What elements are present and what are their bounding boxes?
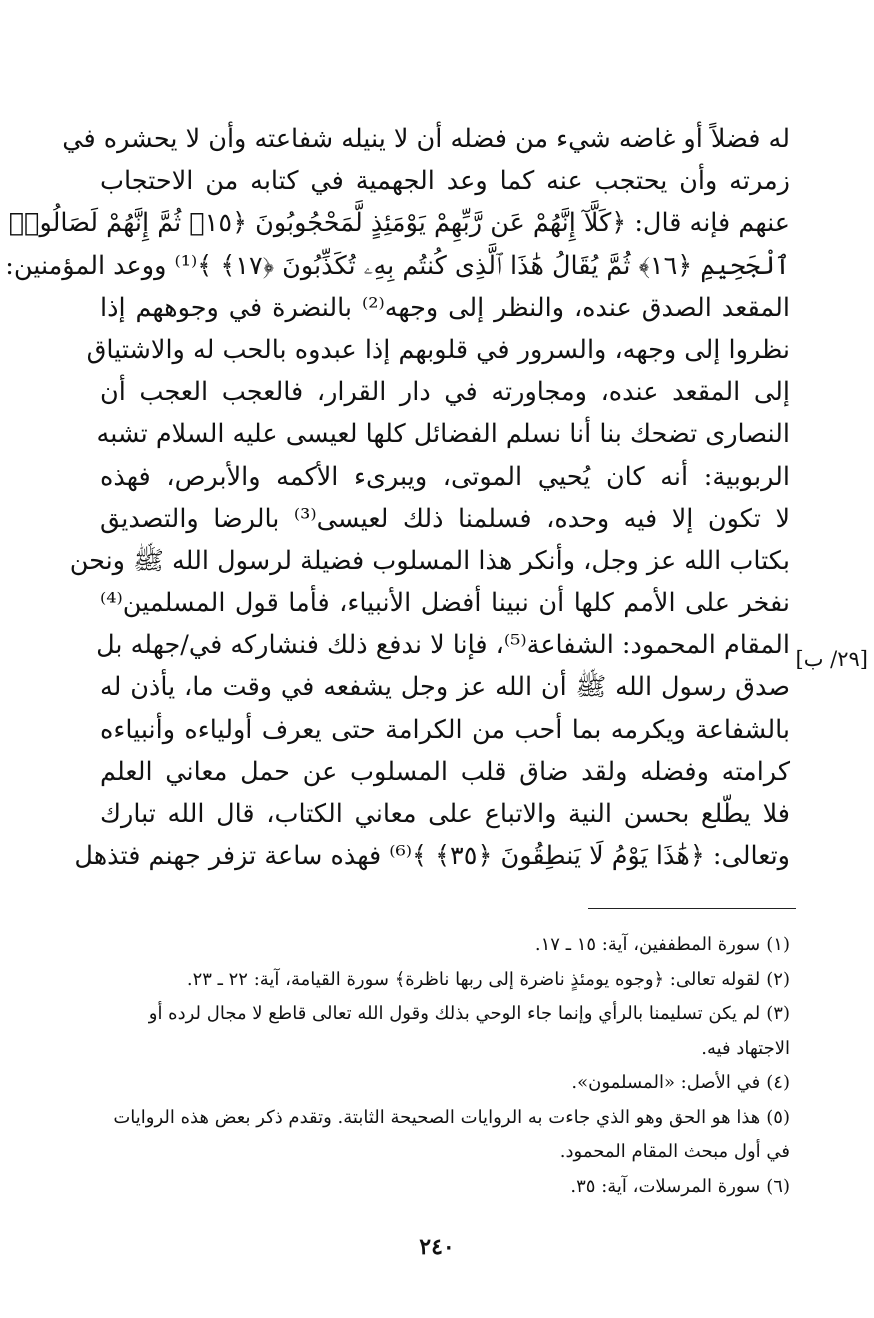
footnote-number: (٢) <box>766 968 790 990</box>
footnote-number: (٥) <box>766 1106 790 1128</box>
footnote <box>100 997 790 1066</box>
text-line: المقام المحمود: الشفاعة⁽⁵⁾، فإنا لا ندفع ذلك فنشاركه في/جهله بل <box>96 630 790 661</box>
footnote-text: سورة المطففين، آية: ١٥ ـ ١٧. <box>534 934 761 955</box>
footnote <box>100 928 790 963</box>
footnote-text: لم يكن تسليمنا بالرأي وإنما جاء الوحي بذلك وقول الله تعالى قاطع لا مجال لرده أو الاجتهاد فيه. <box>148 1003 790 1059</box>
main-text <box>5 118 791 877</box>
footnote-text: سورة المرسلات، آية: ٣٥. <box>570 1175 761 1197</box>
text-line: زمرته وأن يحتجب عنه كما وعد الجهمية في كتابه من الاحتجاب <box>100 166 790 197</box>
footnote-text: في الأصل: «المسلمون». <box>571 1072 761 1093</box>
footnote-separator <box>588 908 796 909</box>
footnote <box>100 963 790 998</box>
footnote-number: (٦) <box>766 1175 790 1197</box>
footnote <box>100 1170 790 1205</box>
text-line: وتعالى: ﴿هَٰذَا يَوْمُ لَا يَنطِقُونَ ﴿٣٥﴾ ﴾⁽⁶⁾ فهذه ساعة تزفر جهنم فتذهل <box>74 841 790 872</box>
text-line: بالشفاعة ويكرمه بما أحب من الكرامة حتى يعرف أولياءه وأنبياءه <box>100 714 790 745</box>
footnote <box>100 1066 790 1101</box>
footnote <box>100 1101 790 1170</box>
text-line: نفخر على الأمم كلها أن نبينا أفضل الأنبياء، فأما قول المسلمين⁽⁴⁾ <box>100 588 790 619</box>
text-line: نظروا إلى وجهه، والسرور في قلوبهم إذا عبدوه بالحب له والاشتياق <box>86 334 790 365</box>
footnotes <box>100 928 790 1204</box>
footnote-number: (٣) <box>766 1003 790 1024</box>
footnote-text: هذا هو الحق وهو الذي جاءت به الروايات الصحيحة الثابتة. وتقدم ذكر بعض هذه الروايات في أول مبحث المقام المحمود. <box>113 1106 790 1162</box>
page-number: ٢٤٠ <box>419 1234 455 1260</box>
text-line: ٱلْجَحِيمِ ﴿١٦﴾ ثُمَّ يُقَالُ هَٰذَا ٱلَّذِى كُنتُم بِهِۦ تُكَذِّبُونَ ﴿١٧﴾ ﴾⁽¹⁾ ووعد المؤمنين: <box>5 250 790 281</box>
manuscript-folio-marker: [٢٩/ ب] <box>795 647 868 671</box>
text-line: لا تكون إلا فيه وحده، فسلمنا ذلك لعيسى⁽³⁾ بالرضا والتصديق <box>100 503 791 534</box>
text-line: فلا يطّلع بحسن النية والاتباع على معاني الكتاب، قال الله تبارك <box>100 799 790 829</box>
text-line: صدق رسول الله ﷺ أن الله عز وجل يشفعه في وقت ما، يأذن له <box>100 672 790 703</box>
footnote-text: لقوله تعالى: ﴿وجوه يومئذٍ ناضرة إلى ربها ناظرة﴾ سورة القيامة، آية: ٢٢ ـ ٢٣. <box>186 968 761 990</box>
text-line: بكتاب الله عز وجل، وأنكر هذا المسلوب فضيلة لرسول الله ﷺ ونحن <box>69 545 790 576</box>
text-line: كرامته وفضله ولقد ضاق قلب المسلوب عن حمل معاني العلم <box>100 756 790 787</box>
footnote-number: (٤) <box>766 1072 790 1093</box>
text-line: عنهم فإنه قال: ﴿كَلَّآ إِنَّهُمْ عَن رَّبِّهِمْ يَوْمَئِذٍ لَّمَحْجُوبُونَ ﴿١٥﴾ ثُمَّ إِنَّهُمْ لَصَالُوا۟ <box>8 208 790 239</box>
text-line: الربوبية: أنه كان يُحيي الموتى، ويبرىء الأكمه والأبرص، فهذه <box>100 461 790 492</box>
footnote-number: (١) <box>766 934 790 955</box>
text-line: له فضلاً أو غاضه شيء من فضله أن لا ينيله شفاعته وأن لا يحشره في <box>62 124 790 154</box>
text-line: إلى المقعد عنده، ومجاورته في دار القرار، فالعجب العجب أن <box>100 377 790 408</box>
text-line: النصارى تضحك بنا أنا نسلم الفضائل كلها لعيسى عليه السلام تشبه <box>96 419 790 450</box>
text-line: المقعد الصدق عنده، والنظر إلى وجهه⁽²⁾ بالنضرة في وجوههم إذا <box>100 292 790 323</box>
